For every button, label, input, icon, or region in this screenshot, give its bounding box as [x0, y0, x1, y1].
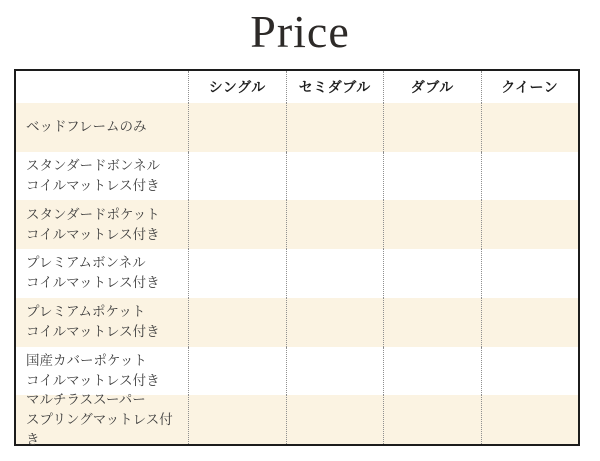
table-row	[16, 249, 578, 298]
price-cell	[383, 347, 481, 396]
row-label-line2: コイルマットレス付き	[26, 226, 160, 242]
price-cell	[286, 152, 384, 201]
price-cell	[286, 298, 384, 347]
row-label-line1: プレミアムポケット	[26, 304, 146, 320]
row-label-line1: 国産カバーポケット	[26, 352, 147, 368]
price-cell	[188, 249, 286, 298]
row-label-line1: プレミアムボンネル	[26, 255, 146, 271]
price-cell	[286, 347, 384, 396]
table-header-row	[16, 71, 578, 103]
price-cell	[481, 103, 579, 152]
row-label-line2: コイルマットレス付き	[26, 275, 160, 291]
page-title: Price	[250, 6, 350, 57]
row-label	[16, 152, 188, 201]
row-label	[16, 249, 188, 298]
price-cell	[383, 249, 481, 298]
price-cell	[481, 249, 579, 298]
price-cell	[481, 347, 579, 396]
row-label	[16, 200, 188, 249]
row-label-line1: ベッドフレームのみ	[26, 119, 147, 135]
price-cell	[383, 298, 481, 347]
header-corner-cell	[16, 71, 188, 103]
row-label-line1: マルチラススーパー	[26, 391, 146, 407]
column-header-queen: クイーン	[481, 71, 579, 103]
price-cell	[188, 347, 286, 396]
price-cell	[383, 103, 481, 152]
row-label	[16, 347, 188, 396]
table-row	[16, 298, 578, 347]
price-cell	[481, 298, 579, 347]
row-label	[16, 391, 188, 447]
column-header-double: ダブル	[383, 71, 481, 103]
price-cell	[188, 395, 286, 444]
table-row	[16, 103, 578, 152]
row-label-line1: スタンダードボンネル	[26, 158, 161, 174]
price-table	[14, 69, 580, 446]
price-cell	[188, 200, 286, 249]
price-cell	[188, 103, 286, 152]
table-row	[16, 347, 578, 396]
price-cell	[286, 200, 384, 249]
row-label	[16, 103, 188, 152]
price-cell	[188, 152, 286, 201]
column-header-single: シングル	[188, 71, 286, 103]
price-cell	[383, 395, 481, 444]
price-cell	[481, 200, 579, 249]
price-cell	[383, 152, 481, 201]
table-row	[16, 200, 578, 249]
price-cell	[481, 152, 579, 201]
price-cell	[481, 395, 579, 444]
row-label	[16, 298, 188, 347]
price-cell	[286, 249, 384, 298]
row-label-line2: コイルマットレス付き	[26, 372, 160, 388]
row-label-line1: スタンダードポケット	[26, 206, 160, 222]
price-cell	[188, 298, 286, 347]
table-row	[16, 391, 578, 447]
row-label-line2: スプリングマットレス付き	[26, 411, 173, 447]
row-label-line2: コイルマットレス付き	[26, 178, 160, 194]
price-cell	[286, 103, 384, 152]
row-label-line2: コイルマットレス付き	[26, 324, 160, 340]
column-header-semidouble: セミダブル	[286, 71, 384, 103]
price-cell	[383, 200, 481, 249]
price-cell	[286, 395, 384, 444]
table-row	[16, 152, 578, 201]
